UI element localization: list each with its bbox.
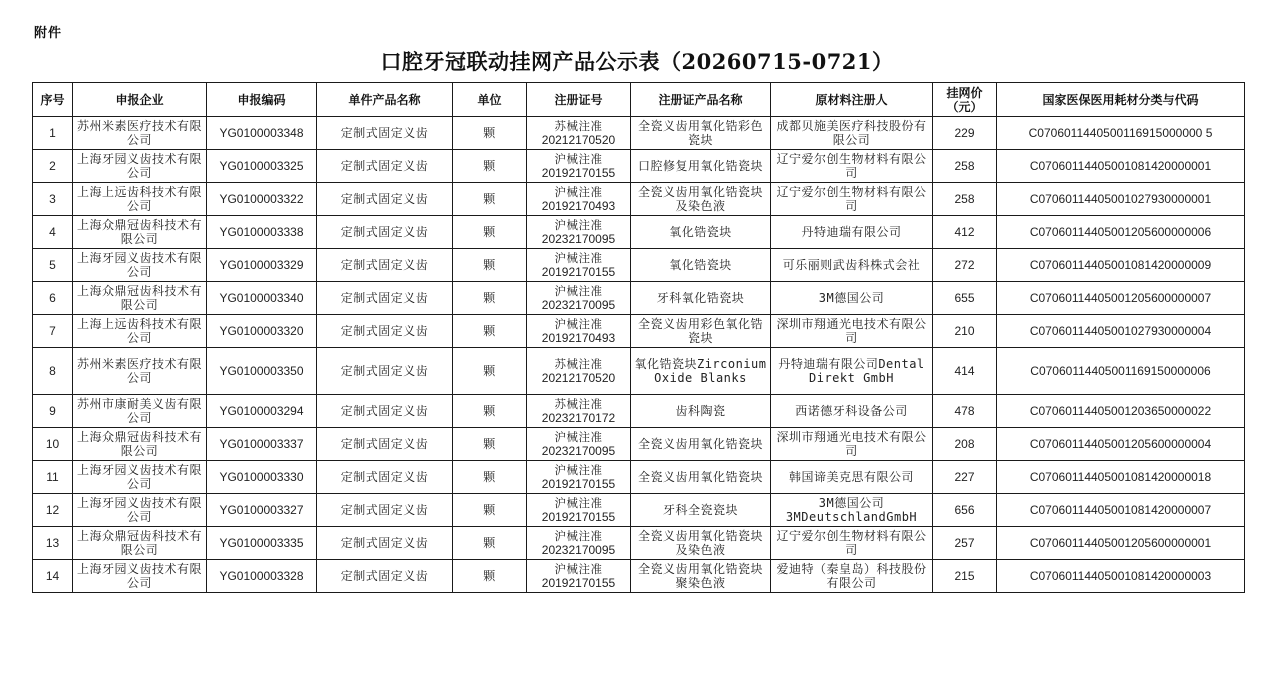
row-price: 229 xyxy=(933,117,997,150)
table-row xyxy=(33,527,1245,560)
cert-number: 20212170520 xyxy=(541,133,616,147)
row-nhsa-code: C07060114405001027930000004 xyxy=(997,315,1245,348)
row-nhsa-code: C07060114405001081420000003 xyxy=(997,560,1245,593)
table-header-row xyxy=(33,83,1245,117)
row-price: 655 xyxy=(933,282,997,315)
row-registrant: 3M德国公司 xyxy=(771,282,933,315)
row-nhsa-code: C07060114405001081420000007 xyxy=(997,494,1245,527)
table-row xyxy=(33,395,1245,428)
cert-prefix: 沪械注准 xyxy=(554,317,603,331)
cert-number: 20192170155 xyxy=(541,166,616,180)
row-seq: 4 xyxy=(33,216,73,249)
row-company: 上海众鼎冠齿科技术有限公司 xyxy=(73,216,207,249)
cert-prefix: 苏械注准 xyxy=(554,119,603,133)
row-nhsa-code: C07060114405001205600000007 xyxy=(997,282,1245,315)
row-nhsa-code: C07060114405001205600000001 xyxy=(997,527,1245,560)
row-unit: 颗 xyxy=(453,348,527,395)
table-row xyxy=(33,117,1245,150)
cert-prefix: 沪械注准 xyxy=(554,185,603,199)
row-code: YG0100003329 xyxy=(207,249,317,282)
column-header-price: 挂网价（元） xyxy=(933,83,997,117)
row-product: 定制式固定义齿 xyxy=(317,395,453,428)
row-cert-no xyxy=(527,249,631,282)
row-unit: 颗 xyxy=(453,249,527,282)
row-cert-no xyxy=(527,560,631,593)
row-product: 定制式固定义齿 xyxy=(317,527,453,560)
row-cert-product: 全瓷义齿用氧化锆瓷块及染色液 xyxy=(631,527,771,560)
column-header-unit: 单位 xyxy=(453,83,527,117)
cert-number: 20192170493 xyxy=(541,331,616,345)
row-cert-product: 全瓷义齿用氧化锆瓷块及染色液 xyxy=(631,183,771,216)
row-registrant: 爱迪特（秦皇岛）科技股份有限公司 xyxy=(771,560,933,593)
row-product: 定制式固定义齿 xyxy=(317,183,453,216)
row-company: 上海牙园义齿技术有限公司 xyxy=(73,249,207,282)
row-cert-no xyxy=(527,150,631,183)
row-code: YG0100003325 xyxy=(207,150,317,183)
row-registrant: 深圳市翔通光电技术有限公司 xyxy=(771,428,933,461)
table-row xyxy=(33,428,1245,461)
row-registrant: 辽宁爱尔创生物材料有限公司 xyxy=(771,527,933,560)
row-seq: 13 xyxy=(33,527,73,560)
row-registrant: 韩国谛美克思有限公司 xyxy=(771,461,933,494)
row-cert-no xyxy=(527,216,631,249)
row-unit: 颗 xyxy=(453,216,527,249)
row-company: 苏州市康耐美义齿有限公司 xyxy=(73,395,207,428)
cert-prefix: 沪械注准 xyxy=(554,251,603,265)
row-registrant: 西诺德牙科设备公司 xyxy=(771,395,933,428)
row-seq: 6 xyxy=(33,282,73,315)
row-nhsa-code: C07060114405001027930000001 xyxy=(997,183,1245,216)
row-unit: 颗 xyxy=(453,282,527,315)
row-cert-product: 全瓷义齿用氧化锆瓷块 xyxy=(631,428,771,461)
row-company: 上海牙园义齿技术有限公司 xyxy=(73,150,207,183)
page-title: 口腔牙冠联动挂网产品公示表（20260715-0721） xyxy=(380,49,894,74)
row-code: YG0100003328 xyxy=(207,560,317,593)
row-price: 210 xyxy=(933,315,997,348)
column-header-code: 申报编码 xyxy=(207,83,317,117)
row-cert-product: 全瓷义齿用彩色氧化锆瓷块 xyxy=(631,315,771,348)
row-nhsa-code: C07060114405001081420000018 xyxy=(997,461,1245,494)
attachment-label: 附件 xyxy=(34,26,63,41)
row-seq: 11 xyxy=(33,461,73,494)
table-row xyxy=(33,216,1245,249)
row-registrant: 可乐丽则武齿科株式会社 xyxy=(771,249,933,282)
cert-number: 20232170095 xyxy=(541,543,616,557)
row-cert-no xyxy=(527,395,631,428)
row-price: 414 xyxy=(933,348,997,395)
row-registrant: 丹特迪瑞有限公司Dental Direkt GmbH xyxy=(771,348,933,395)
row-code: YG0100003294 xyxy=(207,395,317,428)
row-cert-product: 全瓷义齿用氧化锆彩色瓷块 xyxy=(631,117,771,150)
row-registrant: 辽宁爱尔创生物材料有限公司 xyxy=(771,150,933,183)
row-price: 272 xyxy=(933,249,997,282)
cert-number: 20192170155 xyxy=(541,510,616,524)
row-price: 656 xyxy=(933,494,997,527)
row-company: 苏州米素医疗技术有限公司 xyxy=(73,348,207,395)
cert-number: 20232170095 xyxy=(541,232,616,246)
row-product: 定制式固定义齿 xyxy=(317,348,453,395)
row-cert-no xyxy=(527,527,631,560)
row-cert-no xyxy=(527,315,631,348)
cert-number: 20192170155 xyxy=(541,265,616,279)
row-product: 定制式固定义齿 xyxy=(317,117,453,150)
table-row xyxy=(33,560,1245,593)
row-code: YG0100003330 xyxy=(207,461,317,494)
cert-number: 20232170095 xyxy=(541,444,616,458)
row-cert-product: 氧化锆瓷块 xyxy=(631,216,771,249)
row-registrant: 成都贝施美医疗科技股份有限公司 xyxy=(771,117,933,150)
row-code: YG0100003348 xyxy=(207,117,317,150)
column-header-company: 申报企业 xyxy=(73,83,207,117)
row-price: 412 xyxy=(933,216,997,249)
cert-prefix: 沪械注准 xyxy=(554,152,603,166)
row-nhsa-code: C0706011440500116915000000 5 xyxy=(997,117,1245,150)
row-company: 上海众鼎冠齿科技术有限公司 xyxy=(73,282,207,315)
row-product: 定制式固定义齿 xyxy=(317,249,453,282)
row-nhsa-code: C07060114405001205600000006 xyxy=(997,216,1245,249)
row-company: 上海牙园义齿技术有限公司 xyxy=(73,494,207,527)
row-seq: 8 xyxy=(33,348,73,395)
row-unit: 颗 xyxy=(453,117,527,150)
row-nhsa-code: C07060114405001081420000001 xyxy=(997,150,1245,183)
row-cert-product: 口腔修复用氧化锆瓷块 xyxy=(631,150,771,183)
row-unit: 颗 xyxy=(453,560,527,593)
row-code: YG0100003327 xyxy=(207,494,317,527)
row-unit: 颗 xyxy=(453,395,527,428)
row-company: 苏州米素医疗技术有限公司 xyxy=(73,117,207,150)
row-unit: 颗 xyxy=(453,428,527,461)
column-header-cert-no: 注册证号 xyxy=(527,83,631,117)
row-code: YG0100003338 xyxy=(207,216,317,249)
row-cert-product: 牙科氧化锆瓷块 xyxy=(631,282,771,315)
table-row xyxy=(33,348,1245,395)
row-price: 478 xyxy=(933,395,997,428)
row-company: 上海上远齿科技术有限公司 xyxy=(73,183,207,216)
row-code: YG0100003337 xyxy=(207,428,317,461)
row-company: 上海众鼎冠齿科技术有限公司 xyxy=(73,527,207,560)
row-product: 定制式固定义齿 xyxy=(317,150,453,183)
row-code: YG0100003320 xyxy=(207,315,317,348)
row-seq: 3 xyxy=(33,183,73,216)
row-product: 定制式固定义齿 xyxy=(317,494,453,527)
column-header-seq: 序号 xyxy=(33,83,73,117)
row-price: 215 xyxy=(933,560,997,593)
row-registrant: 辽宁爱尔创生物材料有限公司 xyxy=(771,183,933,216)
row-nhsa-code: C07060114405001081420000009 xyxy=(997,249,1245,282)
row-nhsa-code: C07060114405001169150000006 xyxy=(997,348,1245,395)
row-product: 定制式固定义齿 xyxy=(317,428,453,461)
table-row xyxy=(33,183,1245,216)
cert-prefix: 沪械注准 xyxy=(554,529,603,543)
row-seq: 9 xyxy=(33,395,73,428)
row-seq: 5 xyxy=(33,249,73,282)
row-seq: 14 xyxy=(33,560,73,593)
row-product: 定制式固定义齿 xyxy=(317,315,453,348)
row-product: 定制式固定义齿 xyxy=(317,282,453,315)
row-company: 上海众鼎冠齿科技术有限公司 xyxy=(73,428,207,461)
column-header-cert-product: 注册证产品名称 xyxy=(631,83,771,117)
cert-prefix: 沪械注准 xyxy=(554,562,603,576)
row-code: YG0100003322 xyxy=(207,183,317,216)
row-cert-no xyxy=(527,183,631,216)
row-price: 258 xyxy=(933,183,997,216)
row-cert-product: 氧化锆瓷块 xyxy=(631,249,771,282)
row-cert-no xyxy=(527,282,631,315)
table-row xyxy=(33,249,1245,282)
row-registrant: 深圳市翔通光电技术有限公司 xyxy=(771,315,933,348)
row-company: 上海牙园义齿技术有限公司 xyxy=(73,560,207,593)
row-registrant: 丹特迪瑞有限公司 xyxy=(771,216,933,249)
column-header-nhsa-code: 国家医保医用耗材分类与代码 xyxy=(997,83,1245,117)
row-cert-product: 齿科陶瓷 xyxy=(631,395,771,428)
row-price: 227 xyxy=(933,461,997,494)
row-code: YG0100003350 xyxy=(207,348,317,395)
row-seq: 12 xyxy=(33,494,73,527)
row-cert-no xyxy=(527,461,631,494)
row-nhsa-code: C07060114405001205600000004 xyxy=(997,428,1245,461)
row-registrant: 3M德国公司 3MDeutschlandGmbH xyxy=(771,494,933,527)
table-row xyxy=(33,461,1245,494)
column-header-product: 单件产品名称 xyxy=(317,83,453,117)
row-seq: 7 xyxy=(33,315,73,348)
cert-prefix: 苏械注准 xyxy=(554,357,603,371)
row-cert-no xyxy=(527,494,631,527)
table-body xyxy=(33,117,1245,593)
column-header-registrant: 原材料注册人 xyxy=(771,83,933,117)
cert-number: 20232170095 xyxy=(541,298,616,312)
table-row xyxy=(33,494,1245,527)
row-price: 208 xyxy=(933,428,997,461)
cert-prefix: 沪械注准 xyxy=(554,430,603,444)
row-product: 定制式固定义齿 xyxy=(317,461,453,494)
cert-number: 20212170520 xyxy=(541,371,616,385)
cert-prefix: 沪械注准 xyxy=(554,218,603,232)
table-row xyxy=(33,315,1245,348)
table-row xyxy=(33,150,1245,183)
row-seq: 1 xyxy=(33,117,73,150)
row-product: 定制式固定义齿 xyxy=(317,216,453,249)
cert-number: 20192170155 xyxy=(541,477,616,491)
row-cert-product: 氧化锆瓷块Zirconium Oxide Blanks xyxy=(631,348,771,395)
row-company: 上海上远齿科技术有限公司 xyxy=(73,315,207,348)
row-product: 定制式固定义齿 xyxy=(317,560,453,593)
row-nhsa-code: C07060114405001203650000022 xyxy=(997,395,1245,428)
row-unit: 颗 xyxy=(453,183,527,216)
product-table xyxy=(32,82,1245,593)
row-unit: 颗 xyxy=(453,527,527,560)
cert-number: 20192170493 xyxy=(541,199,616,213)
cert-number: 20232170172 xyxy=(541,411,616,425)
cert-prefix: 苏械注准 xyxy=(554,397,603,411)
cert-prefix: 沪械注准 xyxy=(554,496,603,510)
row-seq: 10 xyxy=(33,428,73,461)
row-cert-no xyxy=(527,348,631,395)
row-cert-product: 全瓷义齿用氧化锆瓷块聚染色液 xyxy=(631,560,771,593)
row-cert-product: 牙科全瓷瓷块 xyxy=(631,494,771,527)
row-code: YG0100003340 xyxy=(207,282,317,315)
row-cert-no xyxy=(527,428,631,461)
row-unit: 颗 xyxy=(453,150,527,183)
row-seq: 2 xyxy=(33,150,73,183)
cert-prefix: 沪械注准 xyxy=(554,463,603,477)
row-cert-no xyxy=(527,117,631,150)
row-unit: 颗 xyxy=(453,315,527,348)
row-unit: 颗 xyxy=(453,494,527,527)
row-code: YG0100003335 xyxy=(207,527,317,560)
row-cert-product: 全瓷义齿用氧化锆瓷块 xyxy=(631,461,771,494)
cert-number: 20192170155 xyxy=(541,576,616,590)
row-price: 258 xyxy=(933,150,997,183)
row-unit: 颗 xyxy=(453,461,527,494)
cert-prefix: 沪械注准 xyxy=(554,284,603,298)
table-row xyxy=(33,282,1245,315)
row-company: 上海牙园义齿技术有限公司 xyxy=(73,461,207,494)
row-price: 257 xyxy=(933,527,997,560)
